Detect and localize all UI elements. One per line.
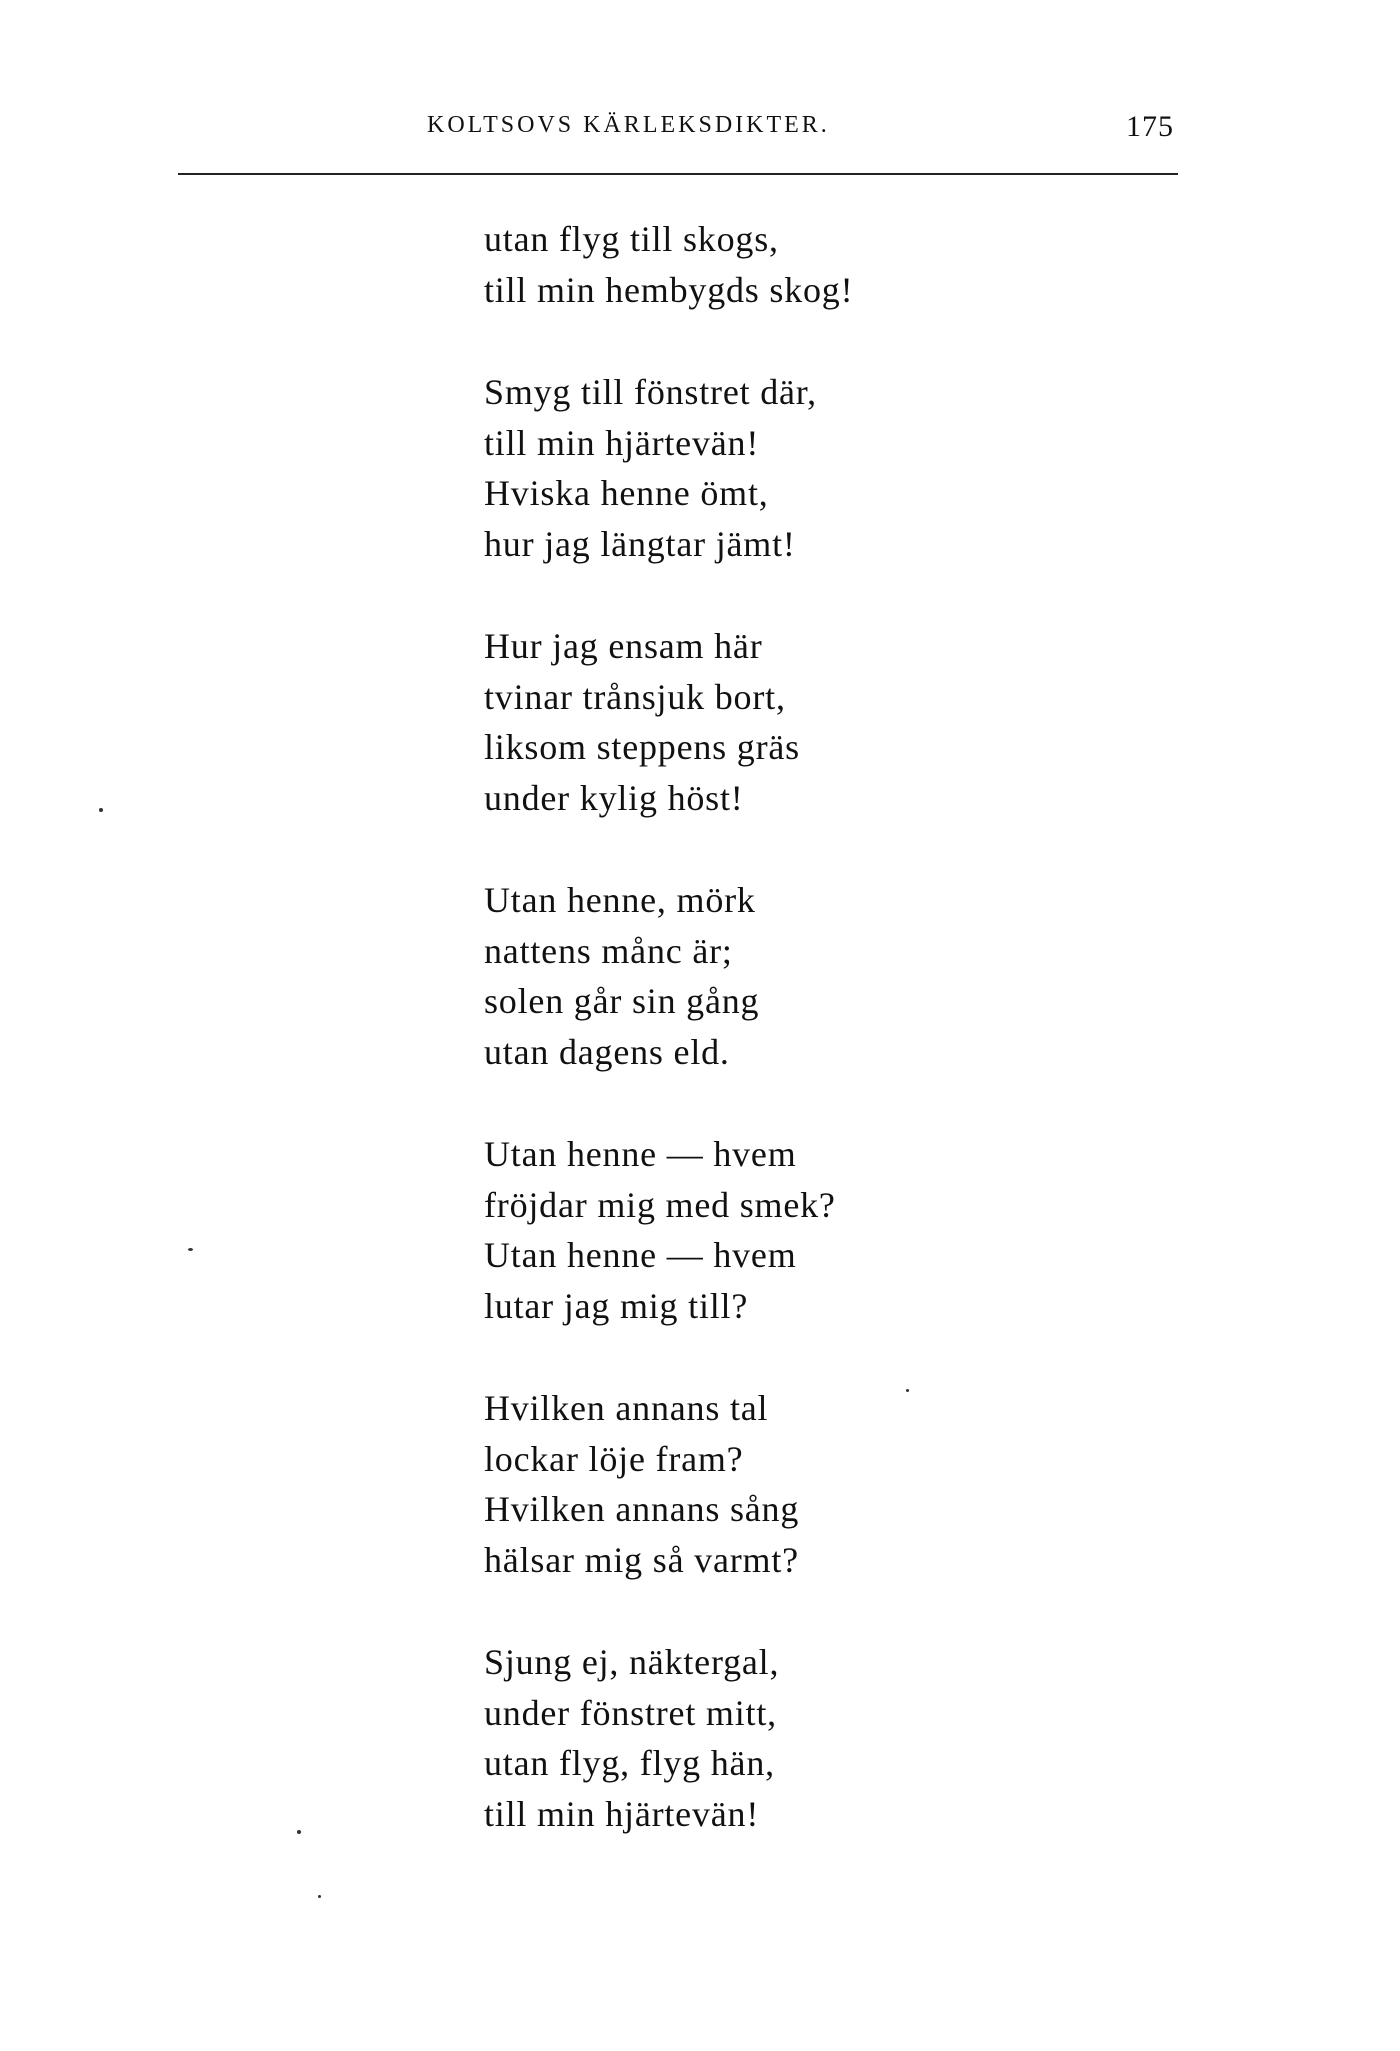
verse-line: under kylig höst!: [484, 777, 744, 818]
verse-line: lockar löje fram?: [484, 1438, 744, 1479]
verse-line: till min hjärtevän!: [484, 1793, 760, 1834]
verse-line: Hviska henne ömt,: [484, 473, 769, 513]
verse-line: hälsar mig så varmt?: [484, 1539, 799, 1580]
verse-line: Hur jag ensam här: [484, 626, 763, 666]
verse-line: Utan henne, mörk: [484, 880, 756, 920]
running-title: KOLTSOVS KÄRLEKSDIKTER.: [427, 112, 830, 138]
verse-line: Smyg till fönstret där,: [484, 372, 817, 412]
stanza-7: [484, 1637, 1184, 1839]
verse-line: hur jag längtar jämt!: [484, 523, 796, 564]
verse-line: nattens månc är;: [484, 930, 733, 971]
verse-line: liksom steppens gräs: [484, 727, 800, 767]
header-rule: [178, 173, 1178, 175]
verse-line: under fönstret mitt,: [484, 1692, 777, 1733]
verse-line: utan flyg, flyg hän,: [484, 1743, 775, 1783]
verse-line: Utan henne — hvem: [484, 1235, 797, 1275]
stanza-4: [484, 875, 1184, 1077]
verse-line: lutar jag mig till?: [484, 1285, 749, 1326]
scan-speck: [297, 1830, 301, 1834]
verse-line: fröjdar mig med smek?: [484, 1184, 836, 1225]
stanza-1: [484, 214, 1184, 315]
verse-line: utan flyg till skogs,: [484, 219, 779, 259]
verse-line: utan dagens eld.: [484, 1031, 730, 1072]
verse-line: Utan henne — hvem: [484, 1134, 797, 1174]
verse-line: tvinar trånsjuk bort,: [484, 676, 786, 717]
verse-line: Hvilken annans sång: [484, 1489, 800, 1529]
scan-speck: [188, 1248, 193, 1251]
stanza-6: [484, 1383, 1184, 1585]
running-head: [170, 112, 1180, 152]
stanza-2: [484, 367, 1184, 569]
scan-speck: [318, 1895, 321, 1898]
page-number: 175: [1126, 110, 1174, 143]
verse-line: till min hembygds skog!: [484, 269, 854, 310]
verse-line: solen går sin gång: [484, 981, 760, 1021]
scan-speck: [906, 1389, 909, 1392]
stanza-3: [484, 621, 1184, 823]
verse-line: till min hjärtevän!: [484, 422, 760, 463]
poem: [484, 214, 1184, 1891]
verse-line: Hvilken annans tal: [484, 1388, 769, 1428]
verse-line: Sjung ej, näktergal,: [484, 1642, 780, 1682]
scan-speck: [99, 808, 103, 812]
stanza-5: [484, 1129, 1184, 1331]
